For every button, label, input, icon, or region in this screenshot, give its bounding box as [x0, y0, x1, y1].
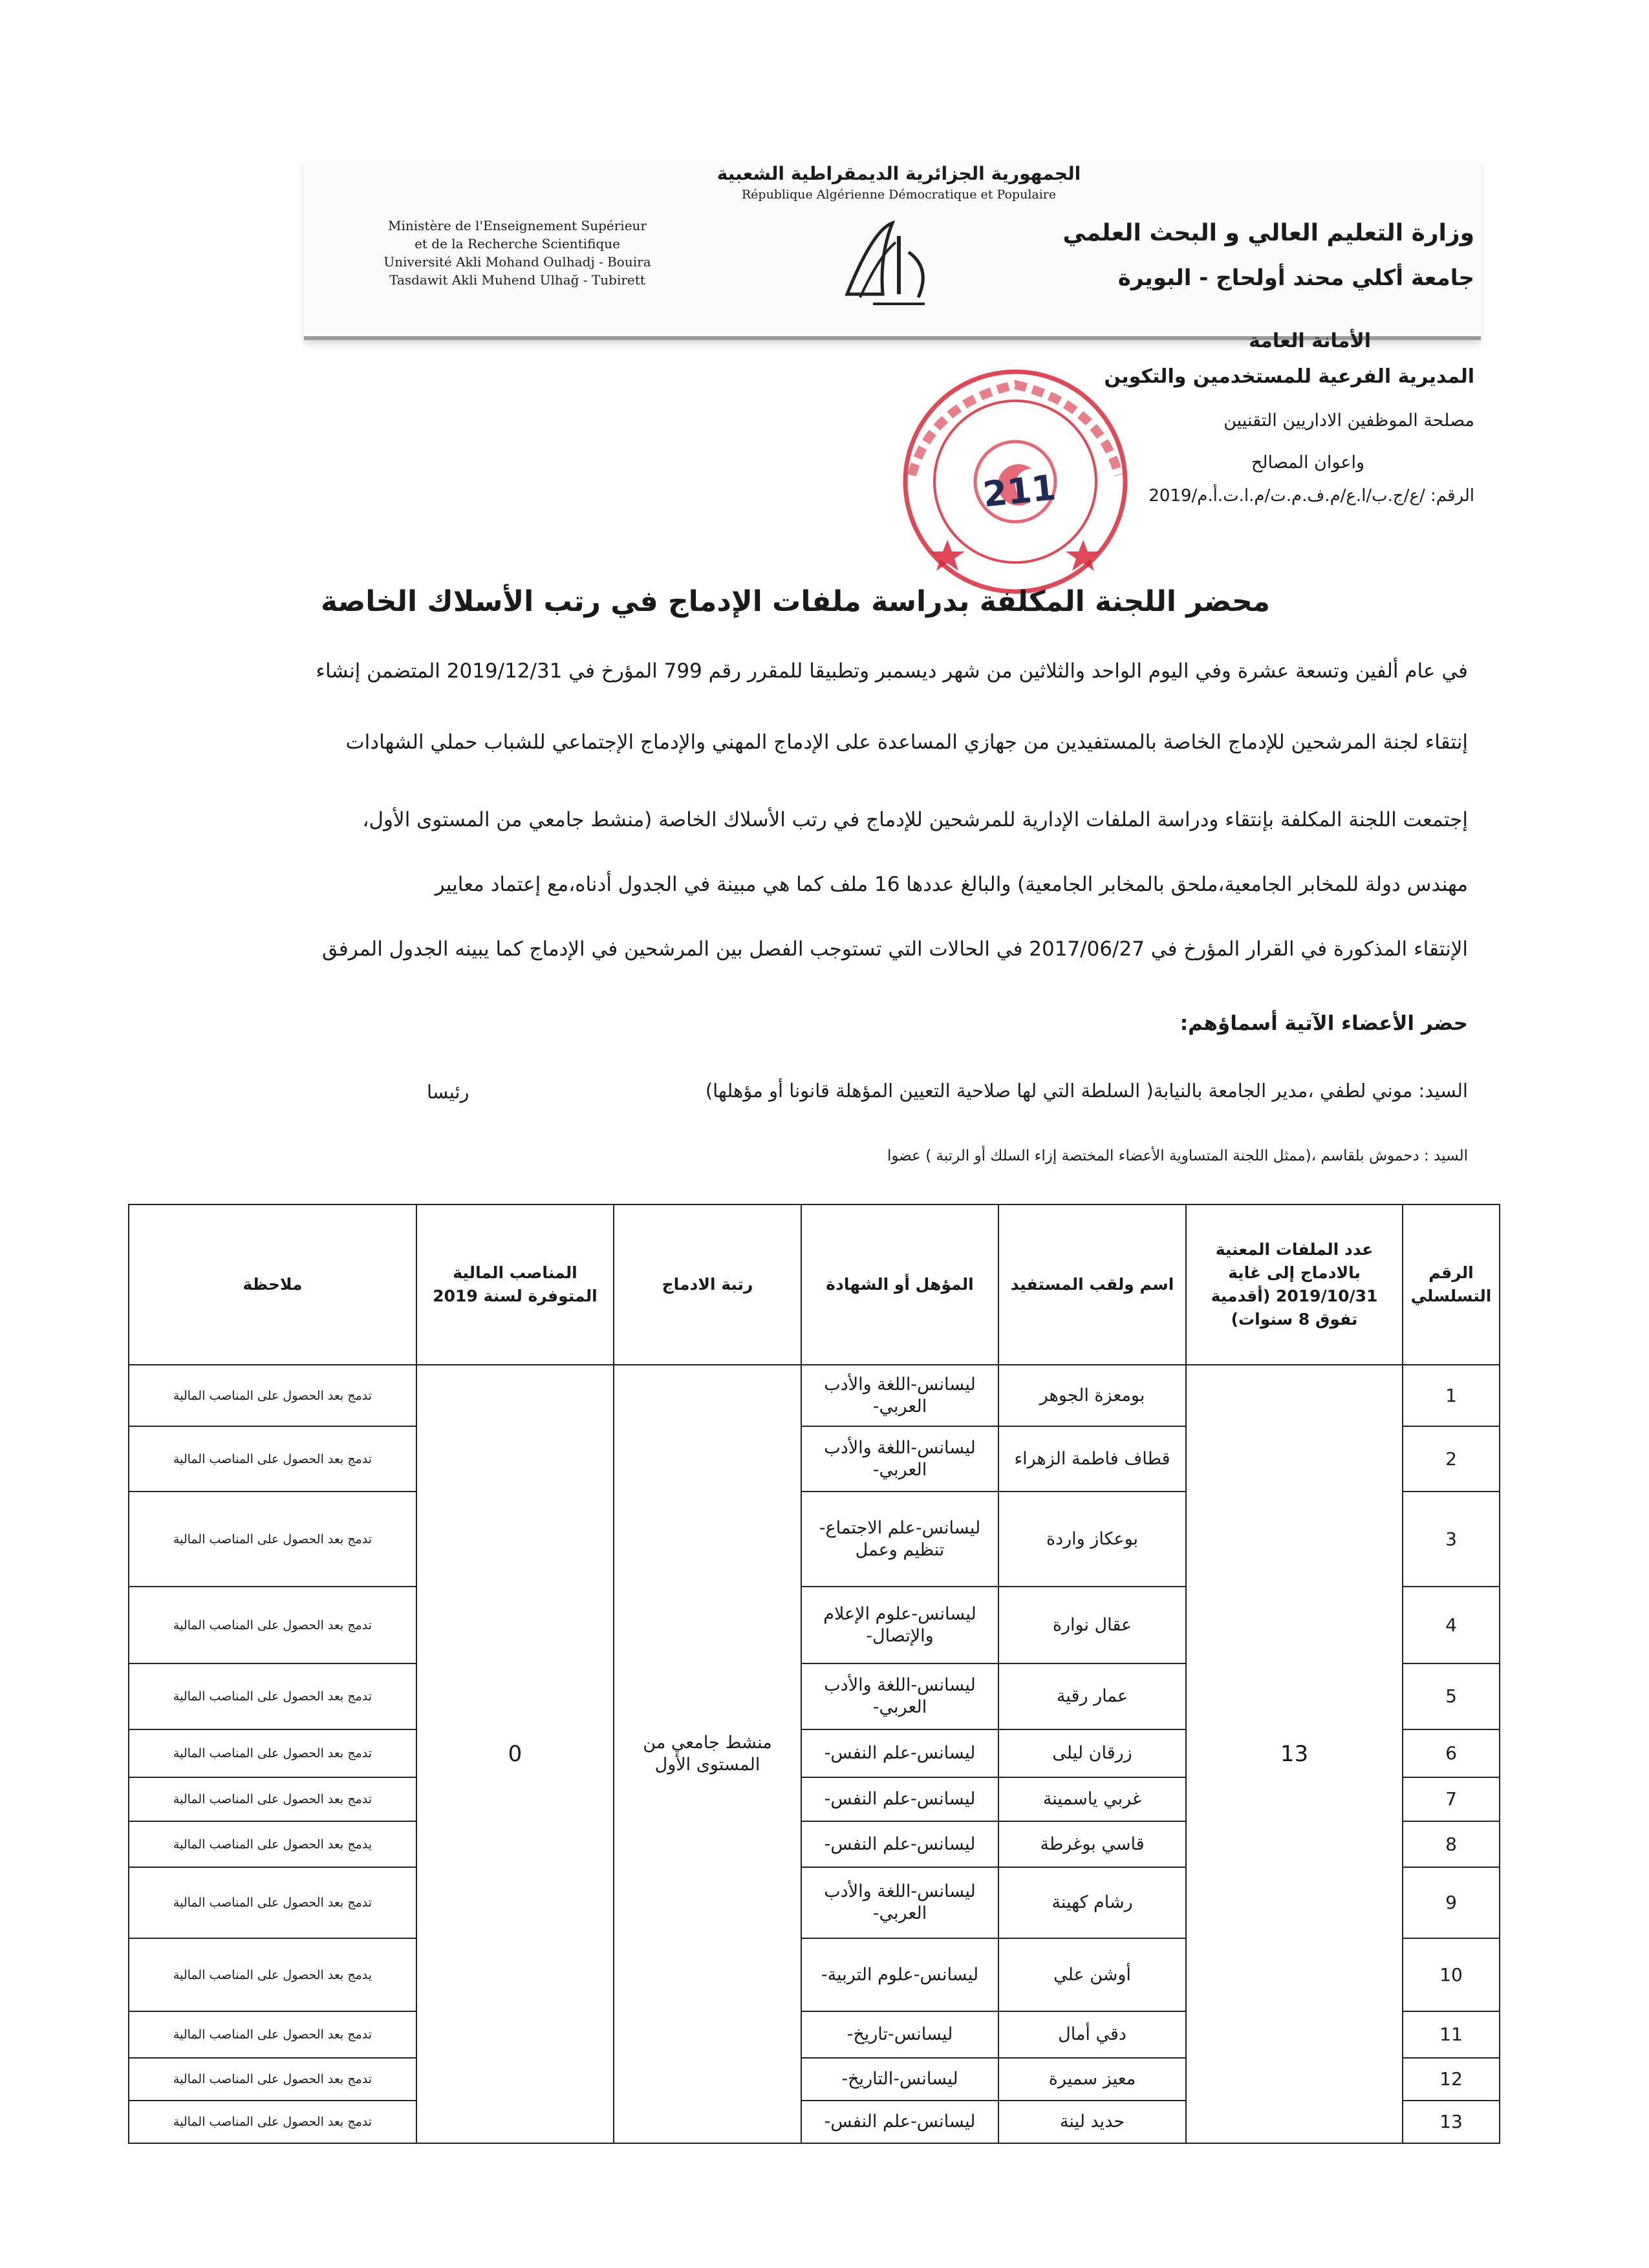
- cell-qualification: ليسانس-علم النفس-: [801, 1777, 998, 1821]
- cell-name: زرقان ليلى: [998, 1729, 1186, 1777]
- cell-note: تدمج بعد الحصول على المناصب المالية: [129, 1729, 416, 1777]
- cell-serial: 12: [1403, 2058, 1500, 2101]
- cell-qualification: ليسانس-التاريخ-: [801, 2058, 998, 2101]
- table-row: [129, 1365, 1500, 1426]
- cell-qualification: ليسانس-تاريخ-: [801, 2011, 998, 2058]
- cell-name: عمار رقية: [998, 1664, 1186, 1729]
- cell-name: معيز سميرة: [998, 2058, 1186, 2101]
- cell-qualification: ليسانس-علم الاجتماع-تنظيم وعمل: [801, 1492, 998, 1587]
- cell-qualification: ليسانس-اللغة والأدب العربي-: [801, 1365, 998, 1426]
- cell-note: تدمج بعد الحصول على المناصب المالية: [129, 2101, 416, 2143]
- ministry-name-fr: [336, 217, 698, 289]
- ministry-fr-line: et de la Recherche Scientifique: [415, 236, 620, 251]
- republic-name-ar: الجمهورية الجزائرية الديمقراطية الشعبية: [717, 163, 1081, 184]
- cell-serial: 11: [1403, 2011, 1500, 2058]
- cell-qualification: ليسانس-اللغة والأدب العربي-: [801, 1867, 998, 1938]
- subdirectorate-label: المديرية الفرعية للمستخدمين والتكوين: [1104, 365, 1474, 388]
- signature-reference-number: 211: [981, 467, 1058, 515]
- ministry-fr-line: Université Akli Mohand Oulhadj - Bouira: [383, 254, 651, 270]
- body-paragraph: الإنتقاء المذكورة في القرار المؤرخ في 2017/06/27 في الحالات التي تستوجب الفصل بين المرشحين في الإدماج كما يبينه الجدول المرفق: [322, 937, 1468, 961]
- header-rank: رتبة الادماج: [614, 1204, 801, 1365]
- header-files: عدد الملفات المعنية بالادماج إلى غاية 2019/10/31 (أقدمية تفوق 8 سنوات): [1186, 1204, 1403, 1365]
- reference-code: /ع/ج.ب/ا.ع/م.ف.م.ت/م.ا.ت.أ.م/2019: [1148, 486, 1425, 506]
- cell-qualification: ليسانس-علوم الإعلام والإتصال-: [801, 1587, 998, 1664]
- header-notes: ملاحظة: [129, 1204, 416, 1365]
- cell-name: قاسي بوغرطة: [998, 1821, 1186, 1867]
- cell-qualification: ليسانس-اللغة والأدب العربي-: [801, 1426, 998, 1492]
- body-paragraph: في عام ألفين وتسعة عشرة وفي اليوم الواحد والثلاثين من شهر ديسمبر وتطبيقا للمقرر رقم 799 المؤرخ في 2019/12/31 المتضمن إنشاء: [316, 659, 1468, 683]
- cell-serial: 1: [1403, 1365, 1500, 1426]
- cell-note: تدمج بعد الحصول على المناصب المالية: [129, 1365, 416, 1426]
- cell-serial: 2: [1403, 1426, 1500, 1492]
- body-paragraph: مهندس دولة للمخابر الجامعية،ملحق بالمخابر الجامعية) والبالغ عددها 16 ملف كما هي مبينة في الجدول أدناه،مع إعتماد معايير: [435, 873, 1468, 896]
- university-logo-icon: [834, 217, 951, 314]
- table-header-row: [129, 1204, 1500, 1365]
- cell-name: حديد لينة: [998, 2101, 1186, 2143]
- cell-serial: 9: [1403, 1867, 1500, 1938]
- cell-qualification: ليسانس-علم النفس-: [801, 2101, 998, 2143]
- cell-note: تدمج بعد الحصول على المناصب المالية: [129, 2058, 416, 2101]
- cell-serial: 10: [1403, 1938, 1500, 2011]
- attendee-president-role: رئيسا: [427, 1081, 469, 1103]
- cell-name: قطاف فاطمة الزهراء: [998, 1426, 1186, 1492]
- cell-name: دقي أمال: [998, 2011, 1186, 2058]
- cell-note: تدمج بعد الحصول على المناصب المالية: [129, 2011, 416, 2058]
- cell-note: تدمج بعد الحصول على المناصب المالية: [129, 1867, 416, 1938]
- header-posts: المناصب المالية المتوفرة لسنة 2019: [416, 1204, 614, 1365]
- cell-serial: 13: [1403, 2101, 1500, 2143]
- cell-serial: 8: [1403, 1821, 1500, 1867]
- secretariat-label: الأمانة العامة: [1249, 330, 1371, 352]
- body-paragraph: إجتمعت اللجنة المكلفة بإنتقاء ودراسة الملفات الإدارية للمرشحين للإدماج في رتب الأسلاك الخاصة (منشط جامعي من المستوى الأول،: [362, 808, 1468, 831]
- ministry-name-ar: وزارة التعليم العالي و البحث العلمي: [1062, 220, 1474, 246]
- attendees-heading: حضر الأعضاء الآتية أسماؤهم:: [1180, 1012, 1468, 1035]
- cell-name: بوعكاز واردة: [998, 1492, 1186, 1587]
- reference-label: الرقم:: [1430, 486, 1474, 506]
- cell-serial: 5: [1403, 1664, 1500, 1729]
- cell-name: أوشن علي: [998, 1938, 1186, 2011]
- cell-qualification: ليسانس-علم النفس-: [801, 1729, 998, 1777]
- service-label: مصلحة الموظفين الاداريين التقنيين: [1223, 411, 1474, 431]
- cell-name: بومعزة الجوهر: [998, 1365, 1186, 1426]
- cell-serial: 4: [1403, 1587, 1500, 1664]
- cell-serial: 7: [1403, 1777, 1500, 1821]
- cell-note: تدمج بعد الحصول على المناصب المالية: [129, 1587, 416, 1664]
- cell-note: يدمج بعد الحصول على المناصب المالية: [129, 1938, 416, 2011]
- cell-note: تدمج بعد الحصول على المناصب المالية: [129, 1426, 416, 1492]
- cell-qualification: ليسانس-علوم التربية-: [801, 1938, 998, 2011]
- cell-note: تدمج بعد الحصول على المناصب المالية: [129, 1777, 416, 1821]
- cell-name: رشام كهينة: [998, 1867, 1186, 1938]
- cell-qualification: ليسانس-علم النفس-: [801, 1821, 998, 1867]
- document-title: محضر اللجنة المكلفة بدراسة ملفات الإدماج في رتب الأسلاك الخاصة: [321, 585, 1270, 618]
- body-paragraph: إنتقاء لجنة المرشحين للإدماج الخاصة بالمستفيدين من جهازي المساعدة على الإدماج المهني والإدماج الإجتماعي للشباب حملي الشهادات: [345, 731, 1468, 754]
- attendee-president: السيد: موني لطفي ،مدير الجامعة بالنيابة( السلطة التي لها صلاحية التعيين المؤهلة قانونا أو مؤهلها): [705, 1080, 1468, 1102]
- cell-name: عقال نوارة: [998, 1587, 1186, 1664]
- header-name: اسم ولقب المستفيد: [998, 1204, 1186, 1365]
- cell-serial: 6: [1403, 1729, 1500, 1777]
- cell-qualification: ليسانس-اللغة والأدب العربي-: [801, 1664, 998, 1729]
- cell-name: غربي ياسمينة: [998, 1777, 1186, 1821]
- republic-name-fr: République Algérienne Démocratique et Populaire: [741, 187, 1057, 202]
- university-name-ar: جامعة أكلي محند أولحاج - البويرة: [1117, 265, 1474, 291]
- cell-files-count: 13: [1186, 1365, 1403, 2143]
- header-serial: الرقم التسلسلي: [1403, 1204, 1500, 1365]
- cell-rank: منشط جامعي من المستوى الأول: [614, 1365, 801, 2143]
- cell-posts: 0: [416, 1365, 614, 2143]
- ministry-fr-line: Tasdawit Akli Muhend Ulhağ - Tubirett: [389, 272, 645, 288]
- attendee-member: السيد : دحموش بلقاسم ،(ممثل اللجنة المتساوية الأعضاء المختصة إزاء السلك أو الرتبة ) عضوا: [887, 1148, 1468, 1164]
- cell-note: تدمج بعد الحصول على المناصب المالية: [129, 1664, 416, 1729]
- header-qualification: المؤهل أو الشهادة: [801, 1204, 998, 1365]
- candidates-table: [128, 1204, 1500, 2144]
- cell-note: تدمج بعد الحصول على المناصب المالية: [129, 1492, 416, 1587]
- agents-label: واعوان المصالح: [1251, 453, 1364, 473]
- cell-note: يدمج بعد الحصول على المناصب المالية: [129, 1821, 416, 1867]
- cell-serial: 3: [1403, 1492, 1500, 1587]
- ministry-fr-line: Ministère de l'Enseignement Supérieur: [388, 218, 647, 233]
